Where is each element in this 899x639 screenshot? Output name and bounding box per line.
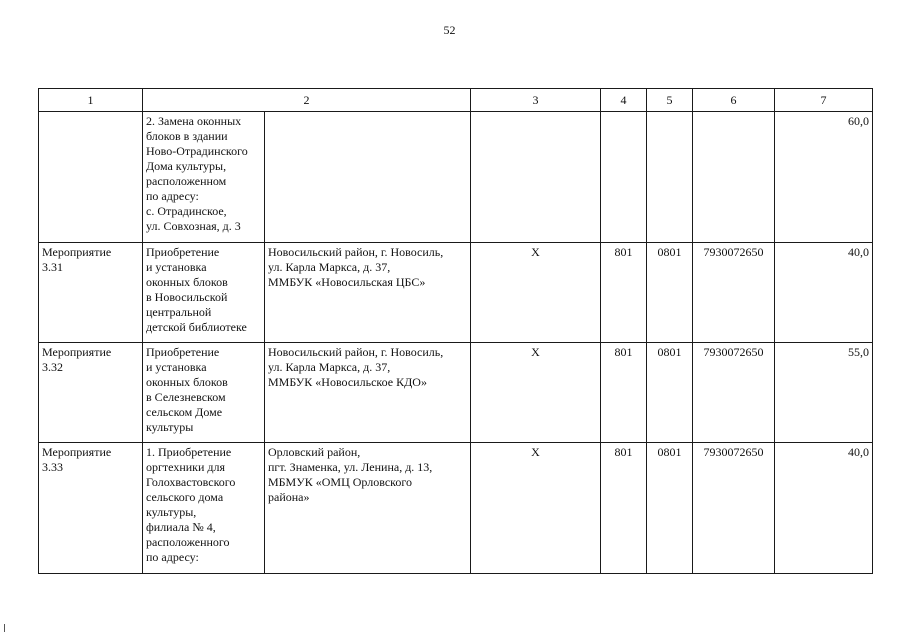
col4-cell: 801 xyxy=(601,443,647,574)
event-line: Мероприятие xyxy=(42,245,112,259)
description-line: в Селезневском xyxy=(146,390,226,404)
event-cell xyxy=(39,443,143,574)
description-line: и установка xyxy=(146,260,207,274)
header-col-5: 5 xyxy=(647,89,693,112)
event-cell xyxy=(39,112,143,243)
description-line: Приобретение xyxy=(146,345,220,359)
address-line: Новосильский район, г. Новосиль, xyxy=(268,345,444,359)
address-line: Новосильский район, г. Новосиль, xyxy=(268,245,444,259)
description-cell xyxy=(143,112,265,243)
header-col-2: 2 xyxy=(143,89,471,112)
description-line: сельского дома xyxy=(146,490,224,504)
event-cell xyxy=(39,243,143,343)
event-line: 3.33 xyxy=(42,460,63,474)
description-line: Голохвастовского xyxy=(146,475,236,489)
col5-cell xyxy=(647,112,693,243)
description-line: сельском Доме xyxy=(146,405,223,419)
table-row xyxy=(39,243,873,343)
col4-cell: 801 xyxy=(601,243,647,343)
budget-table xyxy=(38,88,873,574)
col6-cell: 7930072650 xyxy=(693,443,775,574)
col3-cell: X xyxy=(471,243,601,343)
description-line: ул. Совхозная, д. 3 xyxy=(146,219,241,233)
col5-cell: 0801 xyxy=(647,243,693,343)
address-line: пгт. Знаменка, ул. Ленина, д. 13, xyxy=(268,460,433,474)
event-line: 3.31 xyxy=(42,260,63,274)
address-line: района» xyxy=(268,490,310,504)
header-col-6: 6 xyxy=(693,89,775,112)
col6-cell: 7930072650 xyxy=(693,243,775,343)
amount-cell: 55,0 xyxy=(775,343,873,443)
event-cell xyxy=(39,343,143,443)
address-line: ММБУК «Новосильское КДО» xyxy=(268,375,427,389)
address-line: ММБУК «Новосильская ЦБС» xyxy=(268,275,426,289)
description-cell xyxy=(143,443,265,574)
header-col-4: 4 xyxy=(601,89,647,112)
col3-cell: X xyxy=(471,443,601,574)
table-row xyxy=(39,112,873,243)
description-line: оконных блоков xyxy=(146,275,228,289)
header-col-3: 3 xyxy=(471,89,601,112)
address-line: ул. Карла Маркса, д. 37, xyxy=(268,260,391,274)
description-line: центральной xyxy=(146,305,212,319)
description-line: культуры xyxy=(146,420,194,434)
amount-cell: 60,0 xyxy=(775,112,873,243)
event-line: Мероприятие xyxy=(42,345,112,359)
description-line: 2. Замена оконных xyxy=(146,114,242,128)
col4-cell xyxy=(601,112,647,243)
description-line: Ново-Отрадинского xyxy=(146,144,248,158)
col6-cell: 7930072650 xyxy=(693,343,775,443)
address-cell xyxy=(265,112,471,243)
col3-cell: X xyxy=(471,343,601,443)
col5-cell: 0801 xyxy=(647,343,693,443)
description-cell xyxy=(143,243,265,343)
table-row xyxy=(39,443,873,574)
amount-cell: 40,0 xyxy=(775,243,873,343)
address-cell xyxy=(265,343,471,443)
description-line: филиала № 4, xyxy=(146,520,216,534)
description-line: 1. Приобретение xyxy=(146,445,232,459)
scan-edge-mark xyxy=(4,624,5,632)
address-line: МБМУК «ОМЦ Орловского xyxy=(268,475,412,489)
description-line: и установка xyxy=(146,360,207,374)
address-cell xyxy=(265,243,471,343)
col5-cell: 0801 xyxy=(647,443,693,574)
col6-cell xyxy=(693,112,775,243)
description-line: по адресу: xyxy=(146,189,199,203)
description-line: с. Отрадинское, xyxy=(146,204,227,218)
col4-cell: 801 xyxy=(601,343,647,443)
amount-cell: 40,0 xyxy=(775,443,873,574)
description-line: культуры, xyxy=(146,505,197,519)
description-line: расположенном xyxy=(146,174,227,188)
description-line: детской библиотеке xyxy=(146,320,247,334)
description-line: оргтехники для xyxy=(146,460,226,474)
description-line: в Новосильской xyxy=(146,290,228,304)
address-line: Орловский район, xyxy=(268,445,361,459)
header-row xyxy=(39,89,873,112)
description-line: Приобретение xyxy=(146,245,220,259)
description-line: Дома культуры, xyxy=(146,159,227,173)
description-line: блоков в здании xyxy=(146,129,228,143)
description-line: расположенного xyxy=(146,535,230,549)
address-line: ул. Карла Маркса, д. 37, xyxy=(268,360,391,374)
address-cell xyxy=(265,443,471,574)
description-line: по адресу: xyxy=(146,550,199,564)
description-cell xyxy=(143,343,265,443)
event-line: Мероприятие xyxy=(42,445,112,459)
event-line: 3.32 xyxy=(42,360,63,374)
header-col-1: 1 xyxy=(39,89,143,112)
header-col-7: 7 xyxy=(775,89,873,112)
col3-cell xyxy=(471,112,601,243)
description-line: оконных блоков xyxy=(146,375,228,389)
table-row xyxy=(39,343,873,443)
page-number: 52 xyxy=(443,23,456,37)
